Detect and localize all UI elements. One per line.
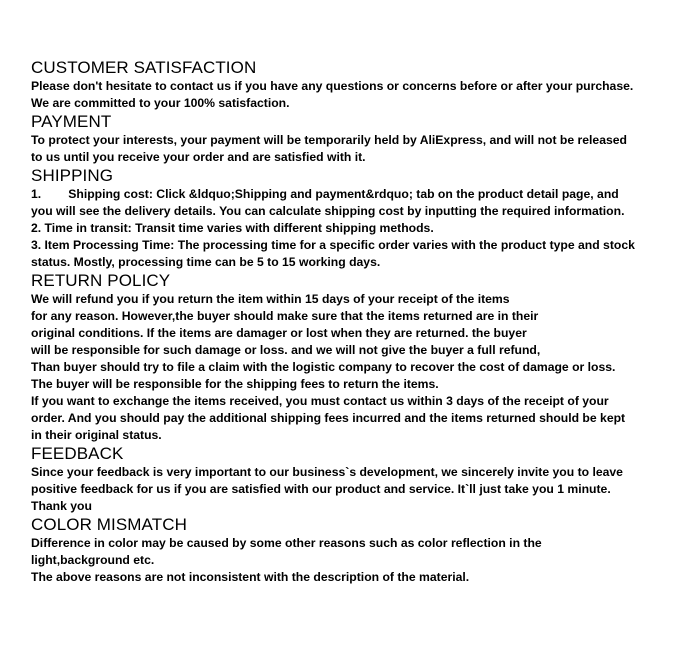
section-text-line: Thank you xyxy=(31,499,92,513)
section-heading: CUSTOMER SATISFACTION xyxy=(31,58,257,77)
section-text-line: Difference in color may be caused by some other reasons such as color reflection in the xyxy=(31,536,542,550)
section-heading: SHIPPING xyxy=(31,166,114,185)
section-payment xyxy=(31,112,671,166)
section-text-line: 1. Shipping cost: Click &ldquo;Shipping and payment&rdquo; tab on the product detail page, and xyxy=(31,187,619,201)
section-text-line: To protect your interests, your payment will be temporarily held by AliExpress, and will not be released xyxy=(31,133,627,147)
section-text-line: positive feedback for us if you are satisfied with our product and service. It`ll just take you 1 minute. xyxy=(31,482,611,496)
section-text-line: order. And you should pay the additional shipping fees incurred and the items returned should be kept xyxy=(31,411,626,425)
section-text-line: The above reasons are not inconsistent with the description of the material. xyxy=(31,570,470,584)
section-customer-satisfaction xyxy=(31,58,671,112)
section-text-line: light,background etc. xyxy=(31,553,155,567)
section-text-line: status. Mostly, processing time can be 5 to 15 working days. xyxy=(31,255,381,269)
section-heading: PAYMENT xyxy=(31,112,112,131)
section-text-line: for any reason. However,the buyer should make sure that the items returned are in their xyxy=(31,309,539,323)
section-heading: COLOR MISMATCH xyxy=(31,515,187,534)
section-text-line: Since your feedback is very important to our business`s development, we sincerely invite you to leave xyxy=(31,465,623,479)
section-text-line: 3. Item Processing Time: The processing time for a specific order varies with the product type and stock xyxy=(31,238,635,252)
section-text-line: If you want to exchange the items received, you must contact us within 3 days of the receipt of your xyxy=(31,394,609,408)
section-text-line: We are committed to your 100% satisfaction. xyxy=(31,96,290,110)
section-color-mismatch xyxy=(31,515,671,586)
section-text-line: will be responsible for such damage or loss. and we will not give the buyer a full refund, xyxy=(31,343,541,357)
section-text-line: in their original status. xyxy=(31,428,162,442)
section-return-policy xyxy=(31,271,671,444)
section-text-line: Please don't hesitate to contact us if you have any questions or concerns before or after your purchase. xyxy=(31,79,634,93)
section-heading: RETURN POLICY xyxy=(31,271,171,290)
section-text-line: The buyer will be responsible for the shipping fees to return the items. xyxy=(31,377,439,391)
section-text-line: Than buyer should try to file a claim with the logistic company to recover the cost of damage or loss. xyxy=(31,360,616,374)
policy-document xyxy=(31,58,671,586)
section-text-line: 2. Time in transit: Transit time varies with different shipping methods. xyxy=(31,221,434,235)
section-shipping xyxy=(31,166,671,271)
section-text-line: to us until you receive your order and are satisfied with it. xyxy=(31,150,366,164)
section-text-line: We will refund you if you return the item within 15 days of your receipt of the items xyxy=(31,292,510,306)
section-heading: FEEDBACK xyxy=(31,444,124,463)
section-text-line: original conditions. If the items are damager or lost when they are returned. the buyer xyxy=(31,326,527,340)
section-text-line: you will see the delivery details. You can calculate shipping cost by inputting the required information. xyxy=(31,204,625,218)
section-feedback xyxy=(31,444,671,515)
